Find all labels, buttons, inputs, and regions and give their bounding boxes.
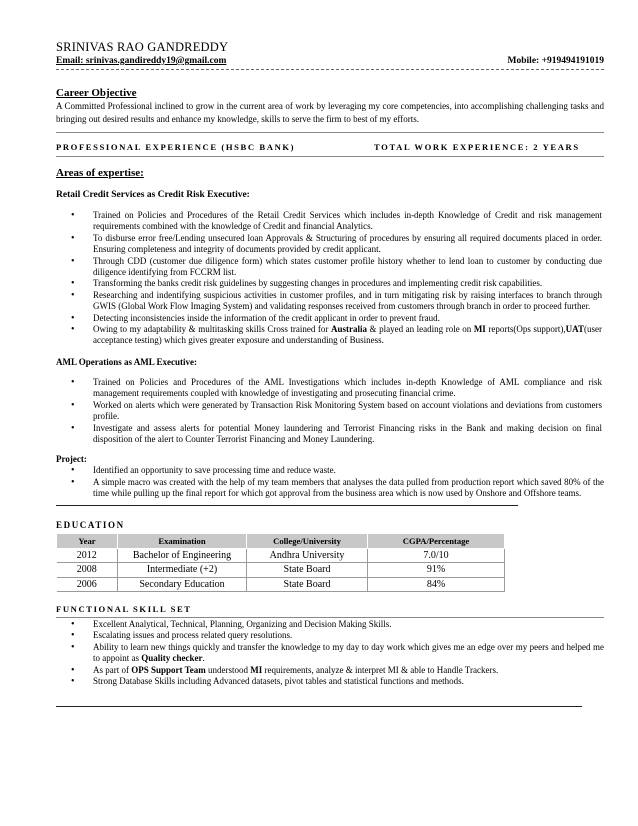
list-item: • Escalating issues and process related query resolutions.: [93, 630, 604, 641]
table-row: [57, 577, 505, 592]
list-item: • Worked on alerts which were generated by Transaction Risk Monitoring System based on account violations and deviations from customers profile.: [93, 400, 604, 423]
section-divider: [56, 156, 604, 157]
text-segment: reports(Ops support),: [485, 324, 566, 335]
table-cell: 7.0/10: [368, 548, 505, 563]
table-cell: State Board: [247, 563, 368, 578]
table-header-row: [57, 533, 505, 548]
text-segment: .: [202, 653, 205, 664]
list-item: • Strong Database Skills including Advanced datasets, pivot tables and statistical functions and methods.: [93, 676, 604, 687]
professional-experience-label: PROFESSIONAL EXPERIENCE (HSBC BANK): [56, 142, 296, 152]
list-item: • Excellent Analytical, Technical, Planning, Organizing and Decision Making Skills.: [93, 619, 604, 630]
list-item: [93, 324, 604, 347]
email-link[interactable]: Email: srinivas.gandireddy19@gmail.com: [56, 56, 227, 66]
bold-text: UAT: [565, 324, 584, 335]
bold-text: Australia: [330, 324, 367, 335]
text-segment: Owing to my adaptability & multitasking skills Cross trained for: [93, 324, 331, 335]
career-objective-heading: Career Objective: [56, 87, 137, 99]
contact-line: [56, 56, 604, 66]
total-experience-label: TOTAL WORK EXPERIENCE: 2 YEARS: [374, 142, 580, 152]
aml-operations-heading: AML Operations as AML Executive:: [56, 356, 197, 367]
text-segment: understood: [205, 664, 251, 675]
table-cell: 91%: [368, 563, 505, 578]
functional-skill-heading: FUNCTIONAL SKILL SET: [56, 604, 192, 615]
section-divider: [56, 132, 604, 133]
skill-list: [56, 619, 604, 687]
section-divider: [56, 505, 518, 506]
career-objective-text: A Committed Professional inclined to grow in the current area of work by leveraging my core competencies, into accomplishing challenging tasks and bringing out desired results and enhance my knowledge, skills to serve the firm to best of my efforts.: [56, 101, 604, 124]
section-divider: [56, 617, 604, 618]
retail-credit-heading: Retail Credit Services as Credit Risk Executive:: [56, 190, 250, 200]
bold-text: MI: [473, 324, 486, 335]
footer-divider: [56, 706, 582, 707]
list-item: [93, 665, 604, 676]
aml-operations-list: [56, 377, 604, 445]
table-cell: Intermediate (+2): [118, 563, 247, 578]
column-header: CGPA/Percentage: [368, 533, 505, 548]
table-cell: 2006: [57, 577, 118, 592]
list-item: • Investigate and assess alerts for potential Money laundering and Terrorist Financing risks in the Bank and making decision on final disposition of the alert to Counter Terrorist Financing and Money Laundering.: [93, 423, 604, 446]
text-segment: requirements, analyze & interpret MI & able to Handle Trackers.: [262, 664, 499, 675]
bold-text: Quality checker: [141, 653, 203, 664]
bold-text: OPS Support Team: [131, 664, 206, 675]
column-header: College/University: [247, 533, 368, 548]
header-divider: [56, 69, 604, 70]
table-cell: 2008: [57, 563, 118, 578]
list-item: • A simple macro was created with the help of my team members that analyses the data pulled from production report which saved 80% of the time while pulling up the final report for which got approval from the business area which is now used by Onshore and Offshore teams.: [93, 477, 604, 500]
project-heading: Project:: [56, 454, 87, 465]
list-item: • To disburse error free/Lending unsecured loan Approvals & Structuring of procedures by ensuring all required documents placed in order. Ensuring completeness and integrity of documents provided by credit applicant.: [93, 233, 604, 256]
retail-credit-list: [56, 210, 604, 347]
list-item: • Trained on Policies and Procedures of the Retail Credit Services which includes in-depth Knowledge of Credit and risk management requirements combined with the knowledge of Credit and financial Analytics.: [93, 210, 604, 233]
list-item: • Through CDD (customer due diligence form) which states customer profile history whether to lend loan to customer by conducting due diligence identifying from FCCRM list.: [93, 256, 604, 279]
list-item: • Identified an opportunity to save processing time and reduce waste.: [93, 465, 604, 476]
areas-of-expertise-heading: Areas of expertise:: [56, 167, 144, 179]
education-table: [56, 533, 505, 593]
education-heading: EDUCATION: [56, 519, 125, 530]
text-segment: (user acceptance testing) which gives greater exposure and understanding of Business.: [93, 324, 602, 346]
table-cell: 84%: [368, 577, 505, 592]
list-item: • Trained on Policies and Procedures of the AML Investigations which includes in-depth Knowledge of AML compliance and risk management requirements coupled with knowledge of investigating and prosecuting financial crime.: [93, 377, 604, 400]
table-row: [57, 548, 505, 563]
column-header: Examination: [118, 533, 247, 548]
list-item: • Detecting inconsistencies inside the information of the credit applicant in order to prevent fraud.: [93, 313, 604, 324]
list-item: • Transforming the banks credit risk guidelines by suggesting changes in procedures and implementing credit risk capabilities.: [93, 278, 604, 289]
bold-text: MI: [250, 664, 263, 675]
text-segment: & played an leading role on: [366, 324, 474, 335]
text-segment: As part of: [93, 664, 132, 675]
text-segment: Ability to learn new things quickly and transfer the knowledge to my day to day work which gives me an edge over my peers and helped me to appoint as: [93, 641, 604, 664]
table-cell: Bachelor of Engineering: [118, 548, 247, 563]
table-cell: State Board: [247, 577, 368, 592]
resume-page: [56, 40, 604, 707]
list-item: [93, 642, 604, 665]
table-cell: Secondary Education: [118, 577, 247, 592]
project-list: [56, 465, 604, 499]
mobile-number: Mobile: +919494191019: [507, 56, 604, 66]
table-row: [57, 563, 505, 578]
table-cell: 2012: [57, 548, 118, 563]
column-header: Year: [57, 533, 118, 548]
candidate-name: SRINIVAS RAO GANDREDDY: [56, 40, 229, 54]
table-cell: Andhra University: [247, 548, 368, 563]
professional-experience-row: [56, 142, 604, 152]
list-item: • Researching and indentifying suspicious activities in customer profiles, and in turn mitigating risk by raising interfaces to branch through GWIS (Global Work Flow Imaging System) and validating responses received from customers through branch in order to proceed further.: [93, 290, 604, 313]
